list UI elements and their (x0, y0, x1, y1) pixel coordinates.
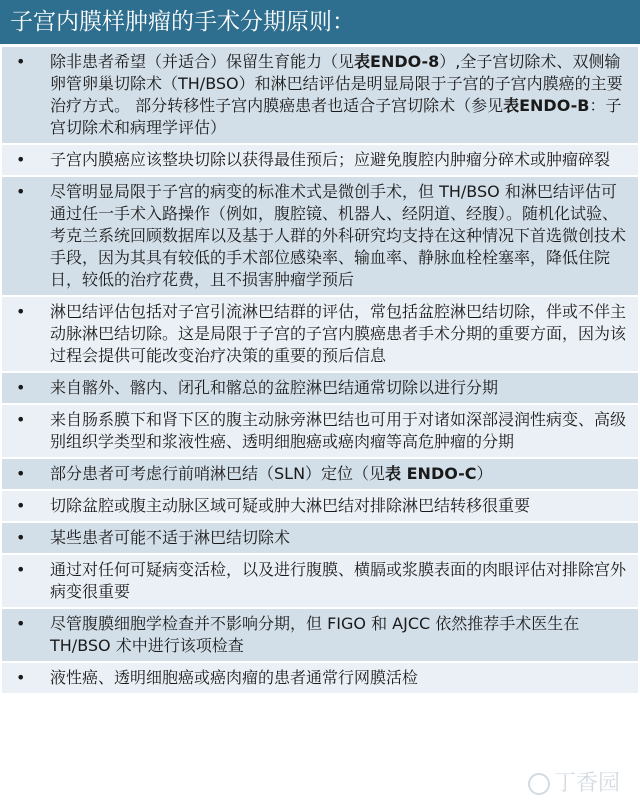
text-segment: ）,全子宫切除术、双侧输卵管卵巢切除术（TH/BSO）和淋巴结评估是明显局限于子宫的子宫内膜癌的主要治疗方式。 部分转移性子宫内膜癌患者也适合子宫切除术（参见 (50, 52, 623, 115)
bullet-icon: • (16, 614, 26, 633)
list-item (2, 373, 638, 405)
text-segment: 来自髂外、髂内、闭孔和髂总的盆腔淋巴结通常切除以进行分期 (50, 378, 499, 397)
list-item-text (50, 464, 493, 483)
list-item-text (50, 302, 626, 365)
table-reference: 表 ENDO-C (385, 464, 477, 483)
text-segment: 液性癌、透明细胞癌或癌肉瘤的患者通常行网膜活检 (50, 668, 419, 687)
list-item-text (50, 560, 626, 601)
list-item-text (50, 496, 530, 515)
text-segment: 来自肠系膜下和肾下区的腹主动脉旁淋巴结也可用于对诸如深部浸润性病变、高级别组织学类型和浆液性癌、透明细胞癌或癌肉瘤等高危肿瘤的分期 (50, 410, 627, 451)
list-item-text (50, 410, 626, 451)
list-item (2, 523, 638, 555)
list-item (2, 47, 638, 145)
text-segment: 除非患者希望（并适合）保留生育能力（见 (50, 52, 355, 71)
text-segment: 某些患者可能不适于淋巴结切除术 (50, 528, 291, 547)
table-reference: 表ENDO-8 (354, 52, 440, 71)
text-segment: ：子宫切除术和病理学评估） (50, 96, 622, 137)
text-segment: 子宫内膜癌应该整块切除以获得最佳预后；应避免腹腔内肿瘤分碎术或肿瘤碎裂 (50, 150, 611, 169)
list-item-text (50, 182, 626, 289)
text-segment: 切除盆腔或腹主动脉区域可疑或肿大淋巴结对排除淋巴结转移很重要 (50, 496, 531, 515)
bullet-icon: • (16, 464, 26, 483)
list-item-text (50, 668, 418, 687)
bullet-icon: • (16, 150, 26, 169)
principles-list (2, 47, 638, 695)
page-title: 子宫内膜样肿瘤的手术分期原则： (0, 0, 640, 44)
bullet-icon: • (16, 410, 26, 429)
text-segment: 通过对任何可疑病变活检，以及进行腹膜、横膈或浆膜表面的肉眼评估对排除宫外病变很重要 (50, 560, 627, 601)
text-segment: 尽管明显局限于子宫的病变的标准术式是微创手术，但 TH/BSO 和淋巴结评估可通过任一手术入路操作（例如，腹腔镜、机器人、经阴道、经腹）。随机化试验、考克兰系统回顾数据库以及基于人群的外科研究均支持在这种情况下首选微创技术手段，因为其具有较低的手术部位感染率、输血率、静脉血栓栓塞率，降低住院日，较低的治疗花费，且不损害肿瘤学预后 (50, 182, 627, 289)
list-item-text (50, 528, 290, 547)
bullet-icon: • (16, 52, 26, 71)
list-item (2, 405, 638, 459)
bullet-icon: • (16, 182, 26, 201)
list-item (2, 491, 638, 523)
bullet-icon: • (16, 378, 26, 397)
list-item-text (50, 150, 610, 169)
bullet-icon: • (16, 668, 26, 687)
list-item (2, 555, 638, 609)
text-segment: 尽管腹膜细胞学检查并不影响分期，但 FIGO 和 AJCC 依然推荐手术医生在 TH/BSO 术中进行该项检查 (50, 614, 580, 655)
list-item (2, 609, 638, 663)
list-item-text (50, 52, 623, 137)
bullet-icon: • (16, 560, 26, 579)
text-segment: 部分患者可考虑行前哨淋巴结（SLN）定位（见 (50, 464, 386, 483)
list-item (2, 145, 638, 177)
watermark (528, 766, 620, 797)
watermark-logo-icon (528, 773, 550, 795)
bullet-icon: • (16, 302, 26, 321)
list-item (2, 297, 638, 373)
watermark-text: 丁香园 (553, 771, 620, 796)
text-segment: ） (476, 464, 493, 483)
text-segment: 淋巴结评估包括对子宫引流淋巴结群的评估，常包括盆腔淋巴结切除，伴或不伴主动脉淋巴结切除。这是局限于子宫的子宫内膜癌患者手术分期的重要方面，因为该过程会提供可能改变治疗决策的重要的预后信息 (50, 302, 627, 365)
list-item-text (50, 614, 579, 655)
list-item (2, 663, 638, 695)
list-item-text (50, 378, 498, 397)
list-item (2, 459, 638, 491)
list-item (2, 177, 638, 297)
table-reference: 表ENDO-B (503, 96, 590, 115)
bullet-icon: • (16, 528, 26, 547)
bullet-icon: • (16, 496, 26, 515)
